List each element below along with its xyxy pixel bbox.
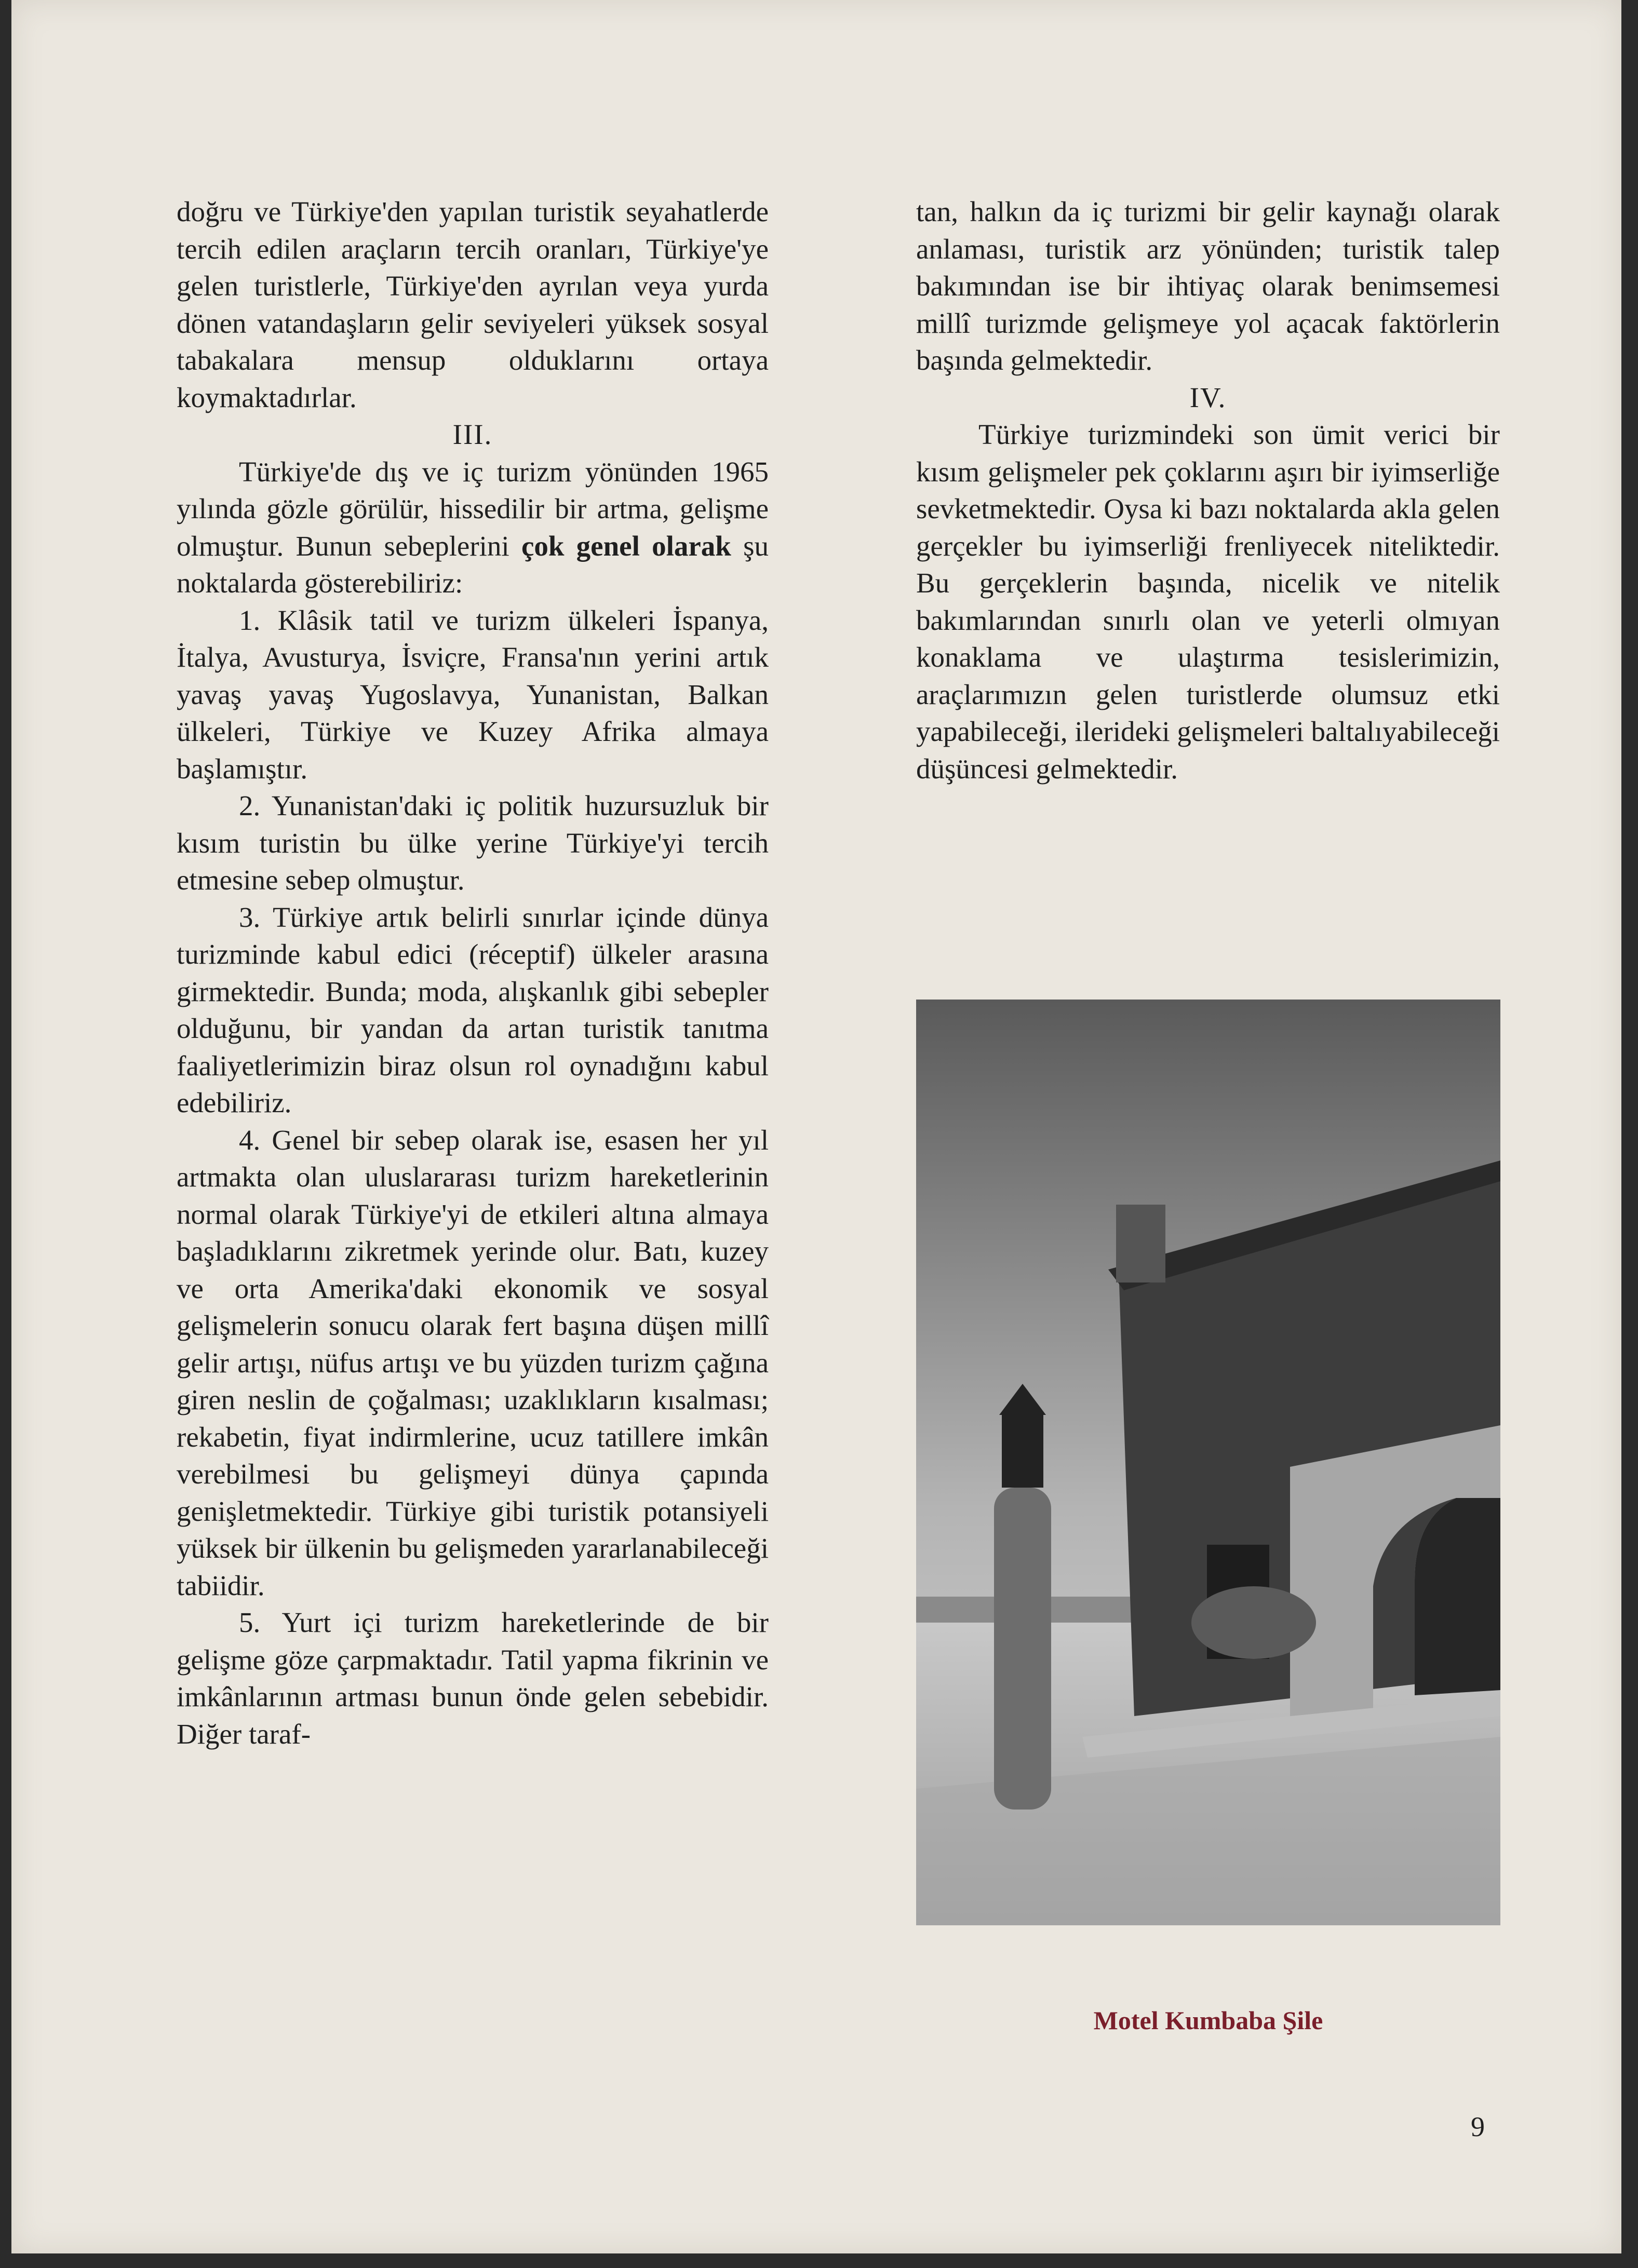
left-column: [177, 193, 769, 1752]
bush: [1191, 1586, 1316, 1659]
chimney: [1116, 1205, 1165, 1282]
section-heading-iv: IV.: [1189, 381, 1227, 413]
lantern: [1002, 1415, 1043, 1488]
section-iii-paragraph: [177, 453, 769, 602]
section-iv-paragraph: Türkiye turizmindeki son ümit verici bir kısım gelişmeler pek çoklarını aşırı bir iyimserliğe sevketmektedir. Oysa ki bazı noktalarda akla gelen gerçekler bu iyimserliği frenliyecek niteliktedir. Bu gerçeklerin başında, nicelik ve nitelik bakımlarından sınırlı olan ve yeterli olmıyan konaklama ve ulaştırma tesislerimizin, araçlarımızın gelen turistlerde olumsuz etki yapabileceği, ilerideki gelişmeleri baltalıyabileceği düşüncesi gelmektedir.: [916, 419, 1500, 785]
section-heading-iii: III.: [452, 419, 493, 450]
photo-caption: Motel Kumbaba Şile: [1093, 2006, 1323, 2035]
continued-paragraph: tan, halkın da iç turizmi bir gelir kaynağı olarak anlaması, turistik arz yönünden; turistik talep bakımından ise bir ihtiyaç olarak benimsemesi millî turizmde gelişmeye yol açacak faktörlerin başında gelmektedir.: [916, 196, 1500, 376]
magazine-page: [11, 0, 1621, 2253]
motel-photo: [916, 1000, 1500, 1925]
para-text-start: Türkiye'de dış ve iç turizm yönünden 1965 yılında gözle görülür, hissedilir bir artma, gelişme olmuştur. Bunun sebeplerini: [177, 455, 769, 562]
list-item-4: 4. Genel bir sebep olarak ise, esasen her yıl artmakta olan uluslararası turizm hareketlerinin normal olarak Türkiye'yi de etkileri altına almaya başladıklarını zikretmek yerinde olur. Batı, kuzey ve orta Amerika'daki ekonomik ve sosyal gelişmelerin sonucu olarak fert başına düşen millî gelir artışı, nüfus artışı ve bu yüzden turizm çağına giren neslin de çoğalması; uzaklıkların kısalması; rekabetin, fiyat indirmlerine, ucuz tatillere imkân verebilmesi bu gelişmeyi dünya çapında genişletmektedir. Türkiye gibi turistik potansiyeli yüksek bir ülkenin bu gelişmeden yararlanabileceği tabiidir.: [177, 1124, 769, 1601]
para-bold-phrase: çok genel olarak: [521, 530, 731, 562]
intro-paragraph: doğru ve Türkiye'den yapılan turistik seyahatlerde tercih edilen araçların tercih oranları, Türkiye'ye gelen turistlerle, Türkiye'den ayrılan veya yurda dönen vatandaşların gelir seviyeleri yüksek sosyal tabakalara mensup olduklarını ortaya koymaktadırlar.: [177, 196, 769, 413]
right-column: [916, 193, 1500, 787]
para-text-end: şu noktalarda gösterebiliriz:: [177, 530, 769, 599]
list-item-3: 3. Türkiye artık belirli sınırlar içinde dünya turizminde kabul edici (réceptif) ülkeler arasına girmektedir. Bunda; moda, alışkanlık gibi sebepler olduğunu, bir yandan da artan turistik tanıtma faaliyetlerimizin biraz olsun rol oynadığını kabul edebiliriz.: [177, 901, 769, 1118]
list-item-2: 2. Yunanistan'daki iç politik huzursuzluk bir kısım turistin bu ülke yerine Türkiye'yi tercih etmesine sebep olmuştur.: [177, 790, 769, 896]
list-item-5: 5. Yurt içi turizm hareketlerinde de bir gelişme göze çarpmaktadır. Tatil yapma fikrinin ve imkânlarının artması bunun önde gelen sebebidir. Diğer taraf-: [177, 1607, 769, 1750]
motel-photo-illustration: [916, 1000, 1500, 1925]
list-item-1: 1. Klâsik tatil ve turizm ülkeleri İspanya, İtalya, Avusturya, İsviçre, Fransa'nın yerini artık yavaş yavaş Yugoslavya, Yunanistan, Balkan ülkeleri, Türkiye ve Kuzey Afrika almaya başlamıştır.: [177, 604, 769, 785]
lamp-post: [994, 1488, 1051, 1810]
stone-arch-shadow: [1415, 1498, 1500, 1695]
page-number: 9: [1471, 2111, 1485, 2142]
